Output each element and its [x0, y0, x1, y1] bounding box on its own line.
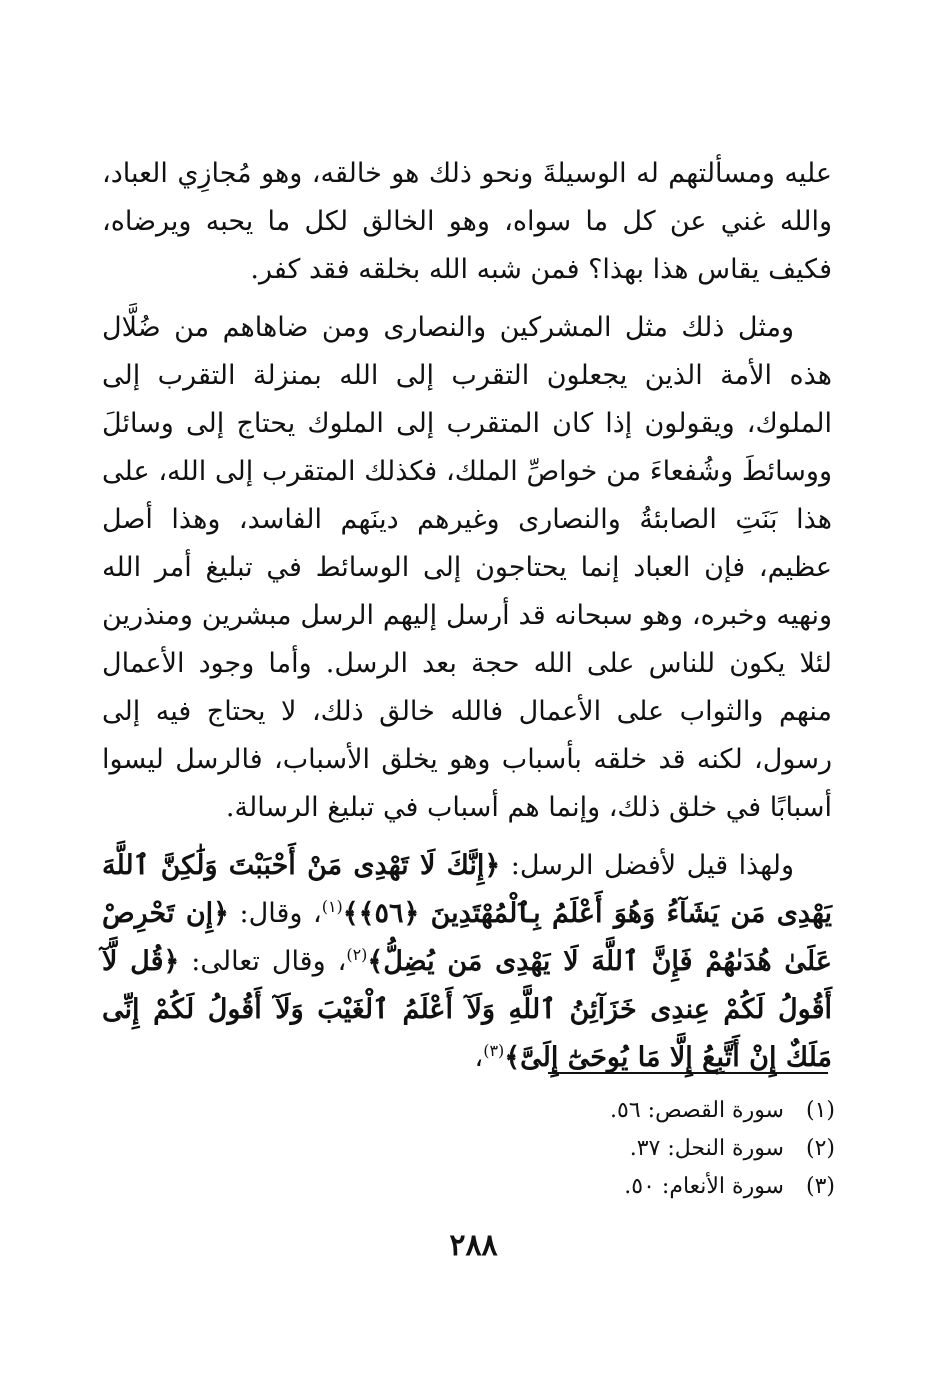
paragraph-3 — [102, 842, 832, 1082]
footnote-1 — [420, 1092, 835, 1130]
footnote-number: (٣) — [805, 1174, 835, 1199]
paragraph-3-intro: ولهذا قيل لأفضل الرسل: — [510, 850, 794, 881]
footnote-separator — [548, 1072, 828, 1074]
quran-verse-3: ﴿قُل لَّآ أَقُولُ لَكُمْ عِندِى خَزَآئِنُ ٱللَّهِ وَلَآ أَعْلَمُ ٱلْغَيْبَ وَلَآ أَقُولُ لَكُمْ إِنِّى مَلَكٌ إِنْ أَتَّبِعُ إِلَّا مَا يُوحَىٰٓ إِلَىَّ﴾ — [102, 946, 832, 1073]
paragraph-2: ومثل ذلك مثل المشركين والنصارى ومن ضاهاهم من ضُلَّال هذه الأمة الذين يجعلون التقرب إلى الله بمنزلة التقرب إلى الملوك، ويقولون إذا كان المتقرب إلى الملوك يحتاج إلى وسائلَ ووسائطَ وشُفعاءَ من خواصِّ الملك، فكذلك المتقرب إلى الله، على هذا بَنَتِ الصابئةُ والنصارى وغيرهم دينَهم الفاسد، وهذا أصل عظيم، فإن العباد إنما يحتاجون إلى الوسائط في تبليغ أمر الله ونهيه وخبره، وهو سبحانه قد أرسل إليهم الرسل مبشرين ومنذرين لئلا يكون للناس على الله حجة بعد الرسل. وأما وجود الأعمال منهم والثواب على الأعمال فالله خالق ذلك، لا يحتاج فيه إلى رسول، لكنه قد خلقه بأسباب وهو يخلق الأسباب، فالرسل ليسوا أسبابًا في خلق ذلك، وإنما هم أسباب في تبليغ الرسالة. — [102, 312, 832, 823]
page-number: ٢٨٨ — [449, 1228, 498, 1263]
footnote-text: سورة القصص: ٥٦. — [610, 1098, 784, 1123]
footnote-number: (١) — [805, 1098, 835, 1123]
paragraph-3-connector-2: ، وقال تعالى: — [191, 946, 347, 977]
main-text — [102, 150, 832, 1082]
footnote-ref-1: (١) — [321, 897, 343, 916]
paragraph-1: عليه ومسألتهم له الوسيلةَ ونحو ذلك هو خالقه، وهو مُجازِي العباد، والله غني عن كل ما سواه، وهو الخالق لكل ما يحبه ويرضاه، فكيف يقاس هذا بهذا؟ فمن شبه الله بخلقه فقد كفر. — [102, 158, 832, 285]
quran-verse-1: ﴿إِنَّكَ لَا تَهْدِى مَنْ أَحْبَبْتَ وَلَٰكِنَّ ٱللَّهَ يَهْدِى مَن يَشَآءُ وَهُوَ أَعْلَمُ بِٱلْمُهْتَدِينَ ﴿٥٦﴾﴾ — [102, 850, 832, 929]
footnote-text: سورة النحل: ٣٧. — [629, 1136, 784, 1161]
quran-verse-2: ﴿إِن تَحْرِصْ عَلَىٰ هُدَىٰهُمْ فَإِنَّ ٱللَّهَ لَا يَهْدِى مَن يُضِلُّ﴾ — [102, 898, 832, 977]
footnote-2 — [420, 1130, 835, 1168]
footnotes — [420, 1092, 835, 1206]
paragraph-3-connector-1: ، وقال: — [239, 898, 322, 929]
footnote-3 — [420, 1168, 835, 1206]
footnote-text: سورة الأنعام: ٥٠. — [624, 1174, 784, 1199]
footnote-ref-2: (٢) — [346, 945, 368, 964]
footnote-ref-3: (٣) — [483, 1041, 505, 1060]
paragraph-3-end: ، — [474, 1042, 484, 1073]
footnote-number: (٢) — [805, 1136, 835, 1161]
